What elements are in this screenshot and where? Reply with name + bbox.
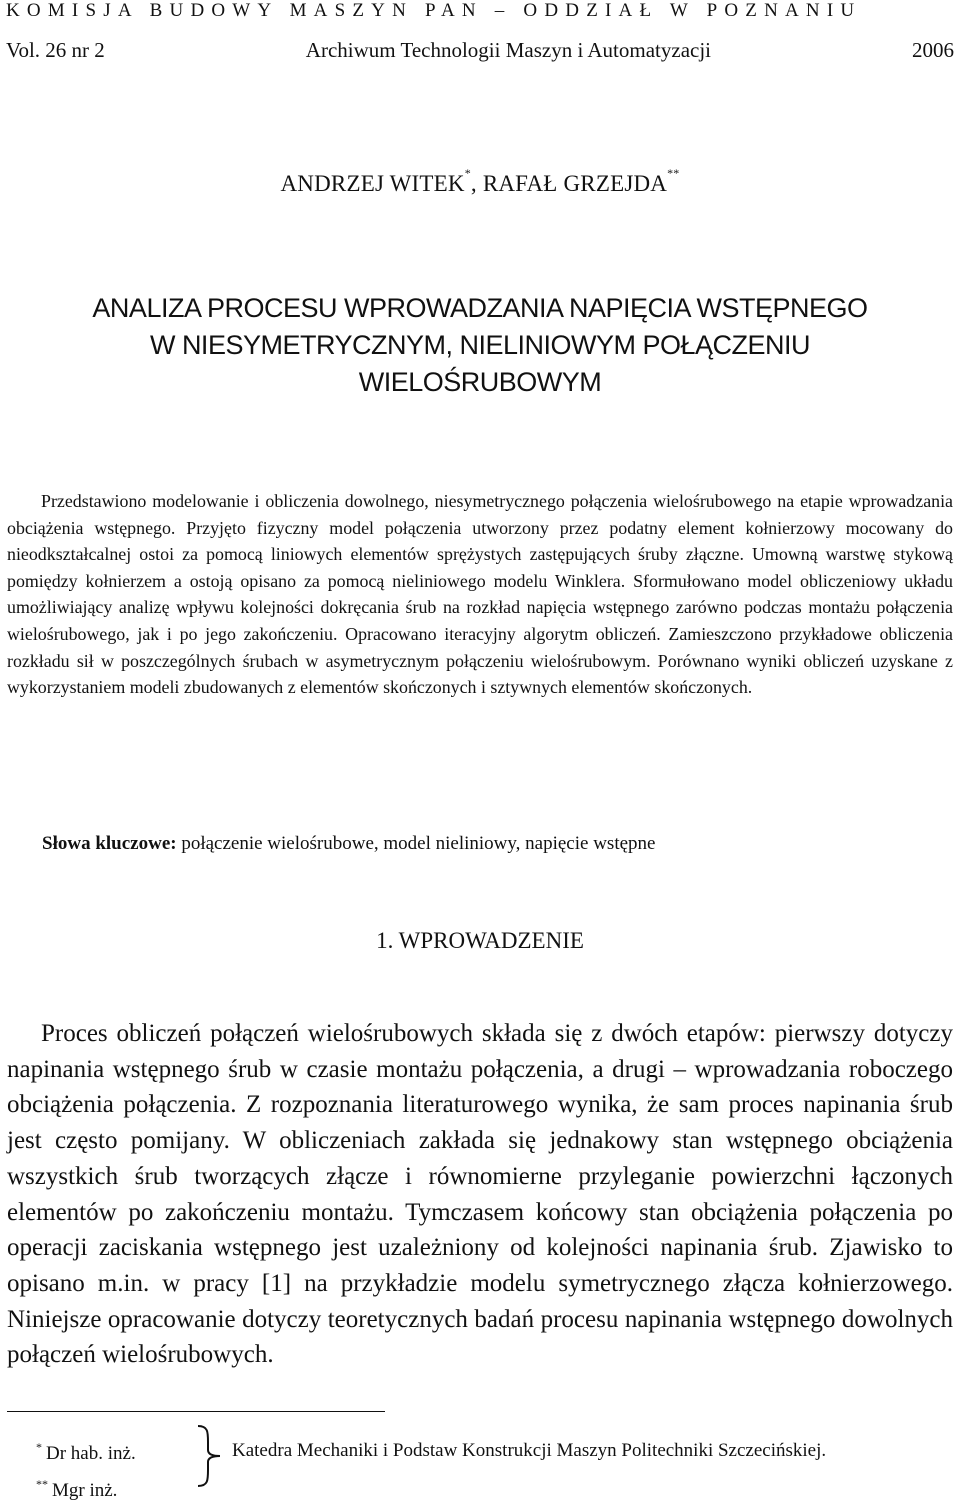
article-title [0,290,960,401]
volume-number: Vol. 26 nr 2 [6,38,105,62]
footnote-2 [36,1469,136,1506]
journal-info-line [6,38,954,63]
author-name-1: ANDRZEJ WITEK [280,171,465,196]
author-separator: , [470,171,483,196]
author-name-2: RAFAŁ GRZEJDA [482,171,668,196]
footnote-1 [36,1432,136,1469]
footnote-mark-2: ** [36,1477,48,1491]
section-heading: 1. WPROWADZENIE [376,928,584,953]
title-line-1: ANALIZA PROCESU WPROWADZANIA NAPIĘCIA WSTĘPNEGO [92,293,868,323]
author-footnote-mark-2: ** [667,166,680,180]
keywords-line [42,833,942,855]
curly-brace-icon [194,1424,224,1488]
keywords-text: połączenie wielośrubowe, model nieliniowy, napięcie wstępne [176,833,656,854]
footnote-degree-2: Mgr inż. [52,1480,118,1501]
footnote-degrees [36,1432,136,1506]
title-line-2: W NIESYMETRYCZNYM, NIELINIOWYM POŁĄCZENIU [149,330,811,360]
footnote-affiliation: Katedra Mechaniki i Podstaw Konstrukcji Maszyn Politechniki Szczecińskiej. [232,1440,827,1461]
author-line [0,166,960,197]
title-line-3: WIELOŚRUBOWYM [358,367,602,397]
footnote-degree-1: Dr hab. inż. [46,1443,136,1464]
footnote-divider [7,1411,385,1412]
author-footnote-mark-1: * [464,166,471,180]
journal-series-header: KOMISJA BUDOWY MASZYN PAN – ODDZIAŁ W POZNANIU [6,0,862,21]
abstract-paragraph: Przedstawiono modelowanie i obliczenia dowolnego, niesymetrycznego połączenia wielośrubowego na etapie wprowadzania obciążenia wstępnego. Przyjęto fizyczny model połączenia utworzony przez podatny element kołnierzowy mocowany do nieodkształcalnej ostoi za pomocą liniowych elementów sprężystych zastępujących śruby złączne. Umowną warstwę stykową pomiędzy kołnierzem a ostoją opisano za pomocą nieliniowego modelu Winklera. Sformułowano model obliczeniowy układu umożliwiający analizę wpływu kolejności dokręcania śrub na rozkład napięcia wstępnego zarówno podczas montażu połączenia wielośrubowego, jak i po jego zakończeniu. Opracowano iteracyjny algorytm obliczeń. Zamieszczono przykładowe obliczenia rozkładu sił w poszczególnych śrubach w asymetrycznym połączeniu wielośrubowym. Porównano wyniki obliczeń uzyskane z wykorzystaniem modeli zbudowanych z elementów skończonych i sztywnych elementów skończonych. [7,491,953,698]
intro-paragraph: Proces obliczeń połączeń wielośrubowych składa się z dwóch etapów: pierwszy dotyczy napinania wstępnego śrub w czasie montażu połączenia, a drugi – wprowadzania roboczego obciążenia połączenia. Z rozpoznania literaturowego wynika, że sam proces napinania śrub jest często pomijany. W obliczeniach zakłada się jednakowy stan wstępnego obciążenia wszystkich śrub tworzących złącze i równomierne przyleganie powierzchni łączonych elementów po zakończeniu montażu. Tymczasem końcowy stan obciążenia połączenia po operacji zaciskania wstępnego jest uzależniony od kolejności napinania śrub. Zjawisko to opisano m.in. w pracy [1] na przykładzie modelu symetrycznego złącza kołnierzowego. Niniejsze opracowanie dotyczy teoretycznych badań procesu napinania wstępnego dowolnych połączeń wielośrubowych. [7,1020,953,1369]
footnote-mark-1: * [36,1440,42,1454]
journal-name: Archiwum Technologii Maszyn i Automatyzacji [305,38,712,62]
publication-year: 2006 [912,38,954,62]
keywords-label: Słowa kluczowe: [42,833,177,854]
